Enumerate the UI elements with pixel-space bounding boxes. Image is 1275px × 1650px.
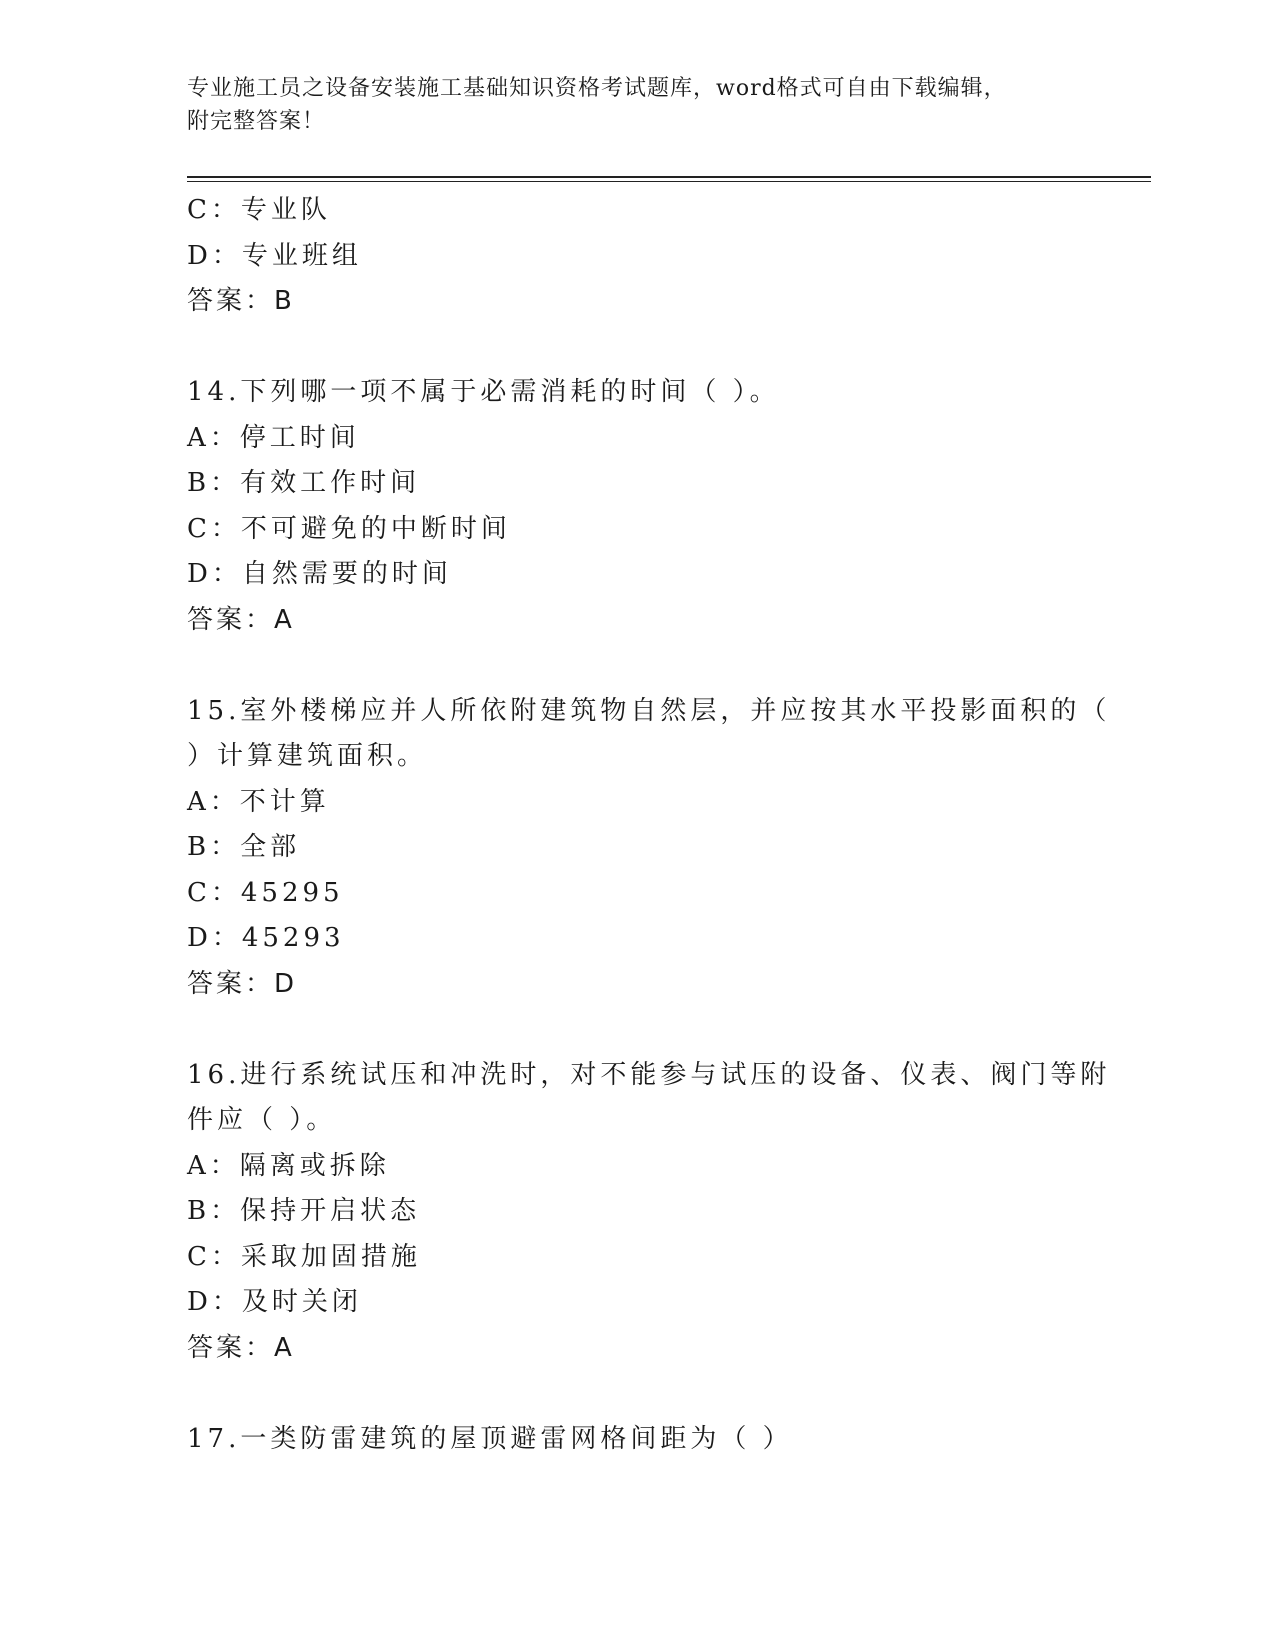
question-15 — [187, 689, 1111, 1008]
option-b: B：有效工作时间 — [187, 468, 421, 498]
question-text-continued: ）计算建筑面积。 — [187, 741, 428, 771]
answer-line: 答案：D — [187, 968, 298, 999]
option-c: C：采取加固措施 — [187, 1241, 421, 1272]
spacer — [187, 1007, 1087, 1053]
option-c: C：专业队 — [187, 195, 331, 225]
question-text: 14.下列哪一项不属于必需消耗的时间（ ）。 — [187, 377, 780, 407]
question-text-continued: 件应（ ）。 — [187, 1105, 337, 1135]
option-c: C：45295 — [187, 877, 344, 908]
question-text: 15.室外楼梯应并人所依附建筑物自然层，并应按其水平投影面积的（ — [187, 695, 1111, 726]
option-b: B：全部 — [187, 832, 301, 862]
question-16 — [187, 1053, 1111, 1372]
question-list — [187, 188, 1111, 1462]
question-text: 17.一类防雷建筑的屋顶避雷网格间距为（ ） — [187, 1423, 793, 1454]
header-line-2: 附完整答案！ — [187, 109, 326, 134]
question-17 — [187, 1417, 1087, 1463]
header-rule-thick — [187, 176, 1151, 178]
option-a: A：隔离或拆除 — [187, 1150, 390, 1181]
spacer — [187, 325, 1087, 371]
answer-line: 答案：A — [187, 1332, 295, 1363]
answer-line: 答案：A — [187, 604, 295, 635]
option-c: C：不可避免的中断时间 — [187, 513, 511, 544]
question-text: 16.进行系统试压和冲洗时，对不能参与试压的设备、仪表、阀门等附 — [187, 1059, 1111, 1090]
option-b: B：保持开启状态 — [187, 1196, 421, 1226]
option-d: D：45293 — [187, 923, 345, 953]
spacer — [187, 643, 1087, 689]
question-14 — [187, 370, 1087, 643]
question-13-continued — [187, 188, 1087, 325]
answer-line: 答案：B — [187, 286, 295, 316]
option-d: D：专业班组 — [187, 240, 362, 271]
spacer — [187, 1371, 1087, 1417]
document-header — [187, 72, 1087, 138]
header-line-1: 专业施工员之设备安装施工基础知识资格考试题库，word格式可自由下载编辑， — [187, 76, 1007, 101]
option-d: D：及时关闭 — [187, 1287, 362, 1317]
option-a: A：不计算 — [187, 786, 330, 817]
header-rule-thin — [187, 181, 1151, 182]
option-d: D：自然需要的时间 — [187, 559, 452, 589]
option-a: A：停工时间 — [187, 422, 360, 453]
